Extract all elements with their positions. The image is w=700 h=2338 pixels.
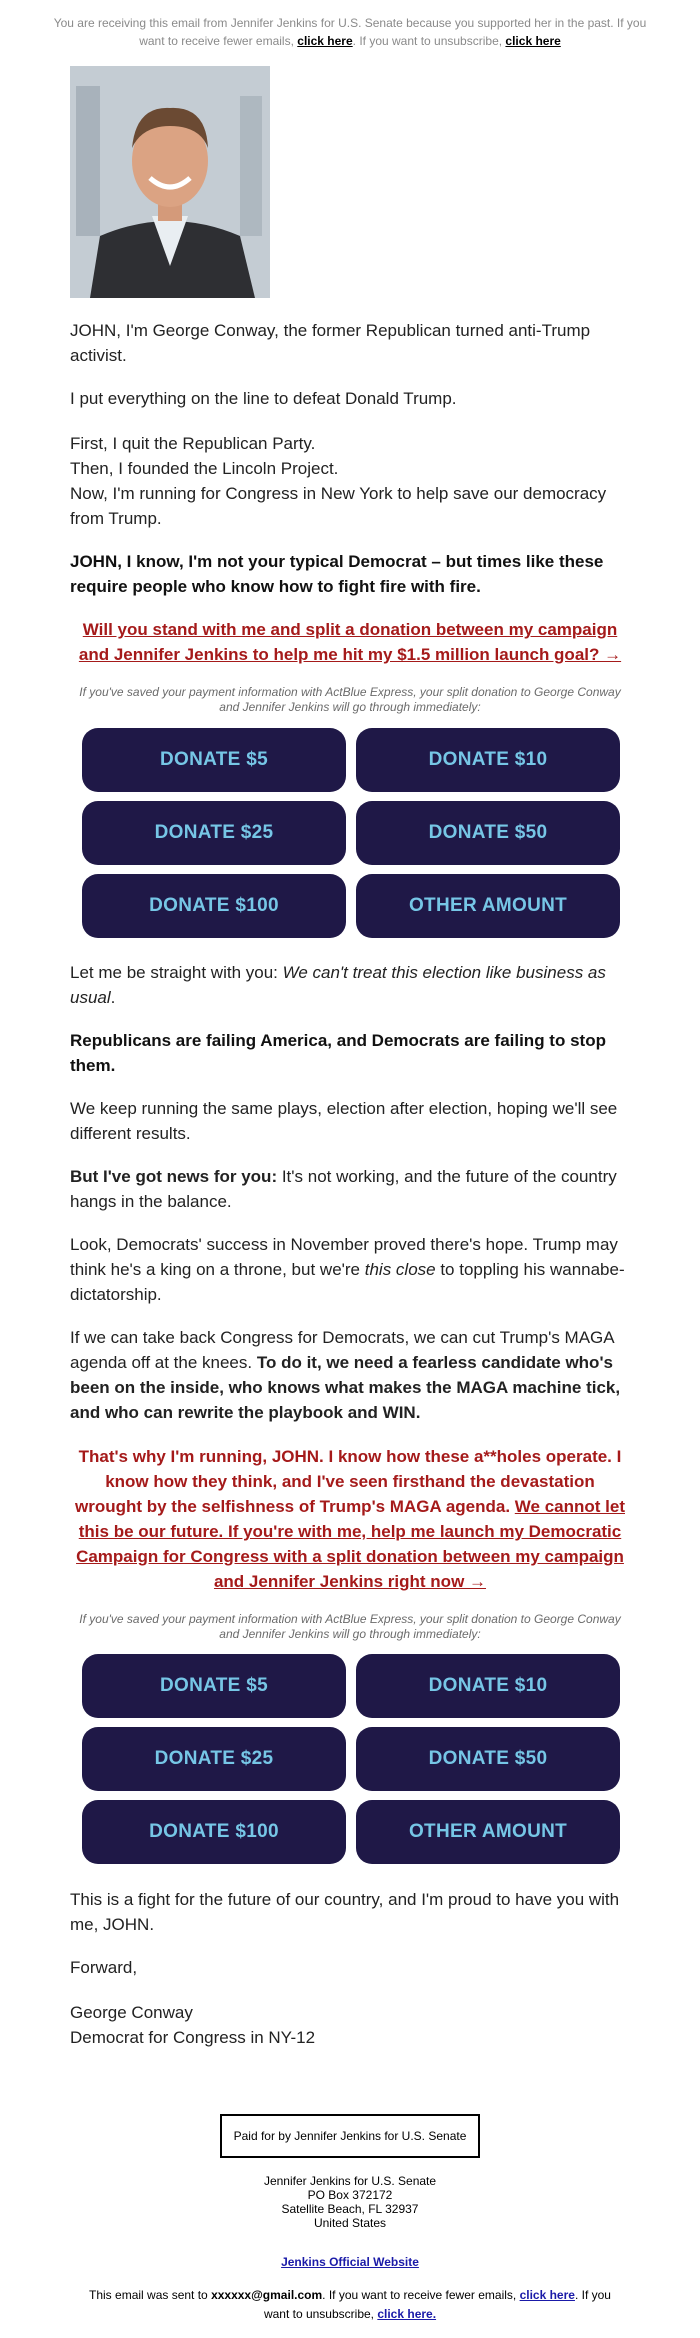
paid-for-disclaimer: Paid for by Jennifer Jenkins for U.S. Senate [220, 2114, 480, 2158]
history-line-2: Then, I founded the Lincoln Project. [70, 459, 339, 478]
official-website-link[interactable]: Jenkins Official Website [281, 2255, 419, 2269]
democrats-success-paragraph [70, 1232, 630, 1307]
actblue-express-note: If you've saved your payment information with ActBlue Express, your split donation to George Conway and Jennifer Jenkins will go through immediately: [79, 685, 621, 714]
signature-title: Democrat for Congress in NY-12 [70, 2028, 316, 2047]
split-donation-cta-link[interactable]: Will you stand with me and split a donation between my campaign and Jennifer Jenkins to help me hit my $1.5 million launch goal? → [78, 620, 622, 664]
donate-100-button[interactable]: DONATE $100 [82, 1800, 346, 1864]
history-line-3: Now, I'm running for Congress in New York to help save our democracy from Trump. [70, 484, 607, 528]
republicans-failing-paragraph: Republicans are failing America, and Democrats are failing to stop them. [70, 1031, 606, 1075]
donate-50-button[interactable]: DONATE $50 [356, 801, 620, 865]
intro-paragraph: JOHN, I'm George Conway, the former Republican turned anti-Trump activist. [70, 321, 591, 365]
donate-25-button[interactable]: DONATE $25 [82, 801, 346, 865]
sent-prefix: This email was sent to [89, 2288, 212, 2302]
address-line-3: Satellite Beach, FL 32937 [281, 2202, 419, 2216]
other-amount-button[interactable]: OTHER AMOUNT [356, 874, 620, 938]
actblue-express-note-2: If you've saved your payment information with ActBlue Express, your split donation to George Conway and Jennifer Jenkins will go through immediately: [79, 1612, 621, 1641]
success-a: Look, Democrats' success in November proved there's hope. Trump may think he's a king on a throne, but we're [70, 1235, 618, 1279]
footer-email-note [80, 2286, 620, 2324]
signature-name: George Conway [70, 2003, 193, 2022]
typical-democrat-paragraph: JOHN, I know, I'm not your typical Democrat – but times like these require people who know how to fight fire with fire. [70, 552, 604, 596]
got-news-bold: But I've got news for you: [70, 1167, 278, 1186]
donate-25-button[interactable]: DONATE $25 [82, 1727, 346, 1791]
address-line-1: Jennifer Jenkins for U.S. Senate [263, 2174, 437, 2188]
candidate-portrait-image [70, 66, 270, 298]
donate-5-button[interactable]: DONATE $5 [82, 1654, 346, 1718]
fewer-emails-link[interactable]: click here [297, 34, 353, 48]
recipient-email: xxxxxx@gmail.com [211, 2288, 323, 2302]
got-news-rest: It's not working, and the future of the country hangs in the balance. [70, 1167, 617, 1211]
donate-10-button[interactable]: DONATE $10 [356, 1654, 620, 1718]
donate-buttons-group-1 [82, 728, 620, 938]
candidate-photo [70, 66, 270, 298]
success-b: to toppling his wannabe-dictatorship. [70, 1260, 625, 1304]
donate-10-button[interactable]: DONATE $10 [356, 728, 620, 792]
straight-end: . [110, 988, 116, 1007]
take-back-congress-paragraph [70, 1325, 630, 1425]
sent-mid: . If you want to receive fewer emails, [322, 2288, 520, 2302]
unsubscribe-link[interactable]: click here [505, 34, 561, 48]
other-amount-button[interactable]: OTHER AMOUNT [356, 1800, 620, 1864]
straight-with-you-paragraph [70, 960, 630, 1010]
fight-future-paragraph: This is a fight for the future of our country, and I'm proud to have you with me, JOHN. [70, 1890, 620, 1934]
launch-campaign-link[interactable]: We cannot let this be our future. If you're with me, help me launch my Democratic Campaign for Congress with a split donation between my campaign and Jennifer Jenkins right now → [76, 1497, 625, 1591]
footer-unsubscribe-link[interactable]: click here. [377, 2307, 437, 2321]
donate-50-button[interactable]: DONATE $50 [356, 1727, 620, 1791]
same-plays-paragraph: We keep running the same plays, election after election, hoping we'll see different results. [70, 1099, 618, 1143]
top-notice-text: You are receiving this email from Jennifer Jenkins for U.S. Senate because you supported her in the past. If you want to receive fewer emails, [53, 16, 647, 48]
why-running-paragraph [70, 1444, 630, 1594]
footer-fewer-emails-link[interactable]: click here [519, 2288, 575, 2302]
why-running-text: That's why I'm running, JOHN. I know how these a**holes operate. I know how they think, and I've seen firsthand the devastation wrought by the selfishness of Trump's MAGA agenda. [74, 1447, 622, 1516]
address-line-2: PO Box 372172 [307, 2188, 393, 2202]
donate-buttons-group-2 [82, 1654, 620, 1864]
got-news-paragraph [70, 1164, 630, 1214]
success-em: this close [364, 1260, 436, 1279]
donate-100-button[interactable]: DONATE $100 [82, 874, 346, 938]
history-line-1: First, I quit the Republican Party. [70, 434, 316, 453]
sent-mid-2: . If you want to unsubscribe, [263, 2288, 611, 2321]
history-paragraph [70, 431, 630, 531]
address-line-4: United States [313, 2216, 387, 2230]
congress-a: If we can take back Congress for Democrats, we can cut Trump's MAGA agenda off at the knees. [70, 1328, 614, 1372]
top-notice [40, 14, 660, 50]
top-notice-mid: . If you want to unsubscribe, [352, 34, 503, 48]
donate-5-button[interactable]: DONATE $5 [82, 728, 346, 792]
congress-bold: To do it, we need a fearless candidate who's been on the inside, who knows what makes the MAGA machine tick, and who can rewrite the playbook and WIN. [70, 1353, 621, 1422]
forward-paragraph: Forward, [70, 1958, 138, 1977]
everything-paragraph: I put everything on the line to defeat Donald Trump. [70, 389, 457, 408]
signature [70, 2000, 630, 2050]
straight-lead: Let me be straight with you: [70, 963, 283, 982]
mailing-address [150, 2174, 550, 2230]
straight-emphasis: We can't treat this election like business as usual [70, 963, 606, 1007]
